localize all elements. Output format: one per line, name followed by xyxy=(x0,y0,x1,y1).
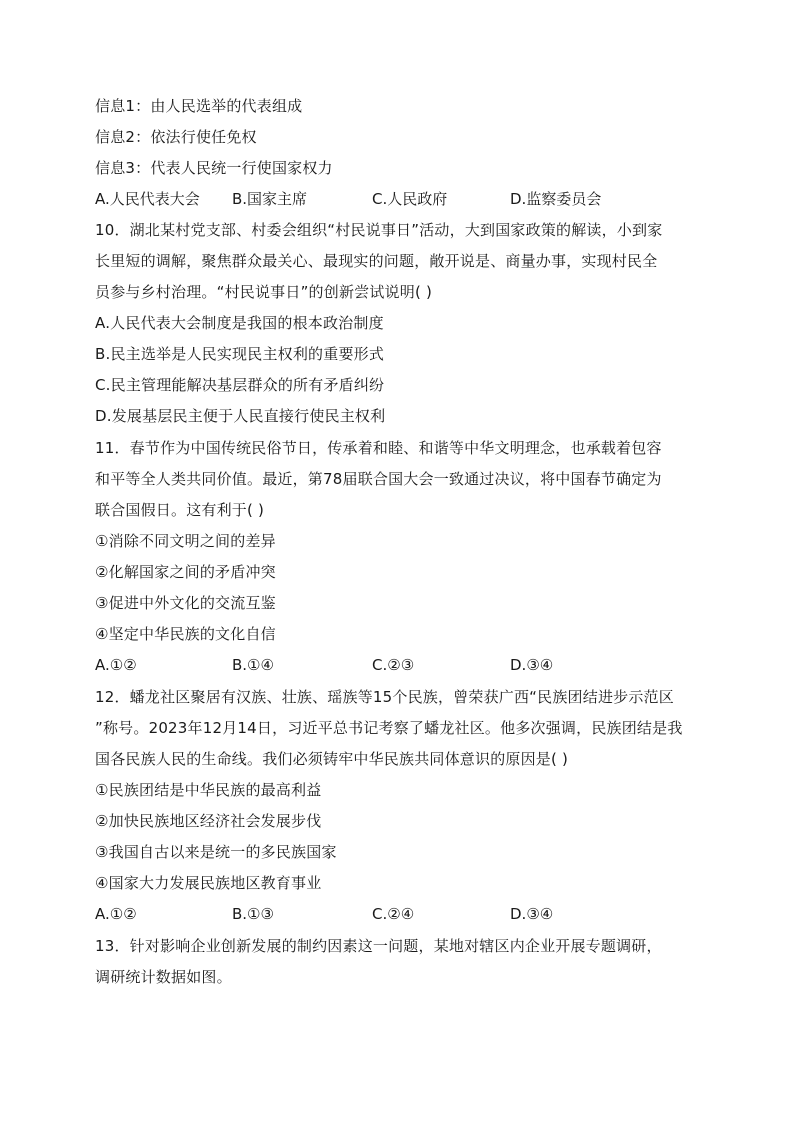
q10-option-b: B.民主选举是人民实现民主权利的重要形式 xyxy=(95,345,385,363)
q11-option-c: C.②③ xyxy=(372,656,415,674)
q11-stem-line-2: 和平等全人类共同价值。最近，第78届联合国大会一致通过决议，将中国春节确定为 xyxy=(95,470,662,488)
q11-options xyxy=(95,655,715,675)
q9-option-c: C.人民政府 xyxy=(372,190,448,208)
info-line-1: 信息1：由人民选举的代表组成 xyxy=(95,97,303,115)
q12-item-3: ③我国自古以来是统一的多民族国家 xyxy=(95,843,337,861)
q11-item-4: ④坚定中华民族的文化自信 xyxy=(95,625,276,643)
q12-item-1: ①民族团结是中华民族的最高利益 xyxy=(95,781,322,799)
q13-stem-line-1: 13．针对影响企业创新发展的制约因素这一问题，某地对辖区内企业开展专题调研， xyxy=(95,937,662,955)
q12-stem-line-1: 12．蟠龙社区聚居有汉族、壮族、瑶族等15个民族，曾荣获广西“民族团结进步示范区 xyxy=(95,688,674,706)
q12-option-b: B.①③ xyxy=(232,905,274,923)
q9-options xyxy=(95,189,715,209)
q10-option-c: C.民主管理能解决基层群众的所有矛盾纠纷 xyxy=(95,376,385,394)
q11-item-3: ③促进中外文化的交流互鉴 xyxy=(95,594,276,612)
q9-option-a: A.人民代表大会 xyxy=(95,190,200,208)
q10-stem-line-1: 10．湖北某村党支部、村委会组织“村民说事日”活动，大到国家政策的解读，小到家 xyxy=(95,221,663,239)
q11-item-1: ①消除不同文明之间的差异 xyxy=(95,532,276,550)
q10-stem-line-2: 长里短的调解，聚焦群众最关心、最现实的问题，敞开说是、商量办事，实现村民全 xyxy=(95,252,658,270)
q11-option-a: A.①② xyxy=(95,656,137,674)
q12-option-a: A.①② xyxy=(95,905,137,923)
q12-item-4: ④国家大力发展民族地区教育事业 xyxy=(95,874,322,892)
q12-options xyxy=(95,904,715,924)
q11-option-b: B.①④ xyxy=(232,656,274,674)
q11-item-2: ②化解国家之间的矛盾冲突 xyxy=(95,563,276,581)
q9-option-b: B.国家主席 xyxy=(232,190,308,208)
q11-option-d: D.③④ xyxy=(510,656,554,674)
q10-stem-line-3: 员参与乡村治理。“村民说事日”的创新尝试说明( ) xyxy=(95,283,433,301)
q11-stem-line-1: 11．春节作为中国传统民俗节日，传承着和睦、和谐等中华文明理念，也承载着包容 xyxy=(95,439,662,457)
q12-option-d: D.③④ xyxy=(510,905,554,923)
q12-stem-line-3: 国各民族人民的生命线。我们必须铸牢中华民族共同体意识的原因是( ) xyxy=(95,750,569,768)
q12-stem-line-2: ”称号。2023年12月14日，习近平总书记考察了蟠龙社区。他多次强调，民族团结是我 xyxy=(95,719,683,737)
info-line-2: 信息2：依法行使任免权 xyxy=(95,128,257,146)
q11-stem-line-3: 联合国假日。这有利于( ) xyxy=(95,501,265,519)
info-line-3: 信息3：代表人民统一行使国家权力 xyxy=(95,159,333,177)
q10-option-d: D.发展基层民主便于人民直接行使民主权利 xyxy=(95,407,386,425)
q12-option-c: C.②④ xyxy=(372,905,415,923)
q12-item-2: ②加快民族地区经济社会发展步伐 xyxy=(95,812,322,830)
q13-stem-line-2: 调研统计数据如图。 xyxy=(95,968,232,986)
q9-option-d: D.监察委员会 xyxy=(510,190,602,208)
q10-option-a: A.人民代表大会制度是我国的根本政治制度 xyxy=(95,314,384,332)
